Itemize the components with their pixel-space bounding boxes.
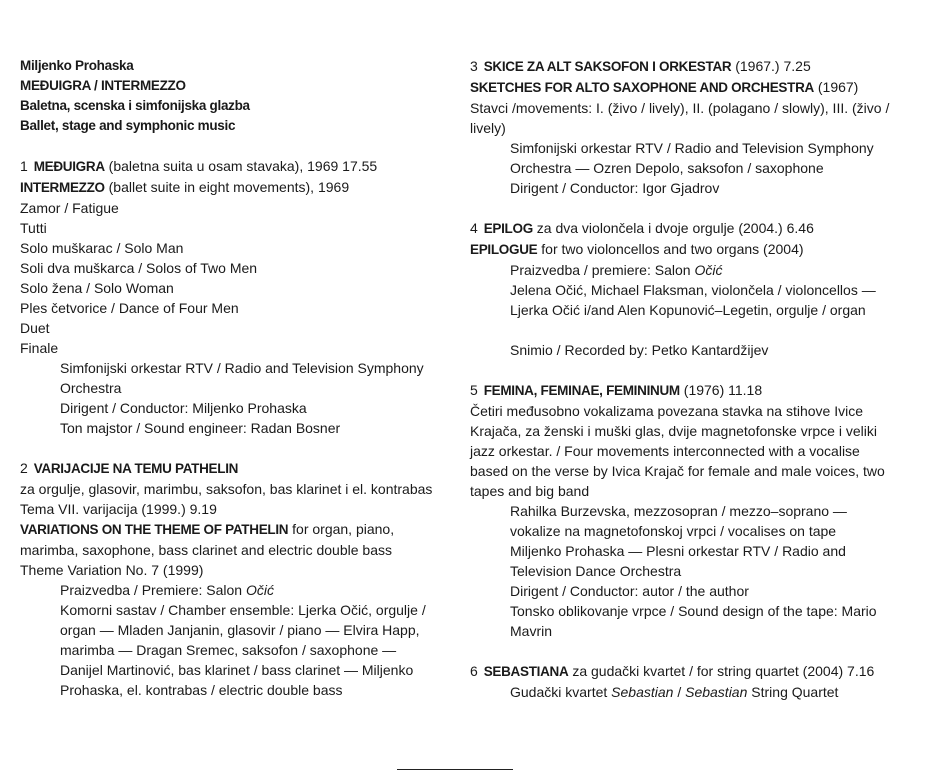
description-line: Četiri međusobno vokalizama povezana stavka na stihove Ivice	[470, 403, 863, 419]
premiere-venue: Očić	[245, 582, 274, 598]
movement: Tutti	[20, 220, 47, 236]
performer-name: Sebastian	[611, 684, 674, 700]
track-number: 6	[470, 663, 478, 679]
track-3-heading-en	[470, 77, 895, 98]
movement: Finale	[20, 340, 59, 356]
bottom-divider	[397, 769, 513, 770]
credit-line: Dirigent / Conductor: Miljenko Prohaska	[60, 400, 307, 416]
premiere-venue: Očić	[694, 262, 723, 278]
track-desc: for two violoncellos and two organs (2004)	[537, 241, 804, 257]
track-number: 4	[470, 220, 478, 236]
movement: Zamor / Fatigue	[20, 200, 119, 216]
track-title: SKICE ZA ALT SAKSOFON I ORKESTAR	[483, 59, 732, 74]
composer-name: Miljenko Prohaska	[20, 58, 134, 73]
track-desc: (1967.) 7.25	[731, 58, 811, 74]
movement: Ples četvorice / Dance of Four Men	[20, 300, 239, 316]
credit-line: Komorni sastav / Chamber ensemble: Ljerka Očić, orgulje /	[60, 602, 426, 618]
credit-line: Simfonijski orkestar RTV / Radio and Television Symphony	[510, 140, 874, 156]
track-desc: marimba, saxophone, bass clarinet and electric double bass	[20, 542, 392, 558]
movement: Soli dva muškarca / Solos of Two Men	[20, 260, 258, 276]
track-desc: (baletna suita u osam stavaka), 1969 17.55	[104, 158, 378, 174]
performer-line	[470, 682, 895, 702]
premiere-line	[20, 580, 445, 600]
credit-line: Danijel Martinović, bas klarinet / bass clarinet — Miljenko	[60, 662, 414, 678]
credit-line: Orchestra	[60, 380, 122, 396]
track-title: SEBASTIANA	[483, 664, 569, 679]
description-line: Krajača, za ženski i muški glas, dvije magnetofonske vrpce i veliki	[470, 423, 877, 439]
credit-line: Rahilka Burzevska, mezzosopran / mezzo–soprano —	[510, 503, 847, 519]
credit-line: Dirigent / Conductor: Igor Gjadrov	[510, 180, 720, 196]
track-desc: za dva violončela i dvoje orgulje (2004.) 6.46	[532, 220, 814, 236]
track-number: 1	[20, 158, 28, 174]
premiere-prefix: Praizvedba / Premiere: Salon	[60, 582, 246, 598]
track-desc: (1967)	[813, 79, 859, 95]
track-6-heading	[470, 661, 895, 682]
premiere-line	[470, 260, 895, 280]
track-desc: (1976) 11.18	[679, 382, 763, 398]
credit-line: Miljenko Prohaska — Plesni orkestar RTV / Radio and	[510, 543, 846, 559]
description-line: tapes and big band	[470, 483, 590, 499]
credit-line: Mavrin	[510, 623, 553, 639]
track-title: EPILOG	[483, 221, 533, 236]
track-desc: for organ, piano,	[288, 521, 395, 537]
track-5-heading	[470, 380, 895, 401]
credit-line: Jelena Očić, Michael Flaksman, violončela / violoncellos —	[510, 282, 876, 298]
track-number: 5	[470, 382, 478, 398]
track-title: FEMINA, FEMINAE, FEMININUM	[483, 383, 680, 398]
credit-line: Ljerka Očić i/and Alen Kopunović–Legetin, orgulje / organ	[510, 302, 866, 318]
track-title: EPILOGUE	[470, 242, 538, 257]
track-title: INTERMEZZO	[20, 180, 105, 195]
credit-line: organ — Mladen Janjanin, glasovir / piano — Elvira Happ,	[60, 622, 420, 638]
track-3-heading-hr	[470, 56, 895, 77]
right-column	[470, 56, 895, 702]
track-4-heading-en	[470, 239, 895, 260]
credit-line: Television Dance Orchestra	[510, 563, 682, 579]
track-desc: za gudački kvartet / for string quartet (2004) 7.16	[568, 663, 875, 679]
movement: Solo muškarac / Solo Man	[20, 240, 184, 256]
movement: Duet	[20, 320, 50, 336]
description-line: based on the verse by Ivica Krajač for female and male voices, two	[470, 463, 885, 479]
track-desc: Tema VII. varijacija (1999.) 9.19	[20, 501, 217, 517]
credit-line: Ton majstor / Sound engineer: Radan Bosner	[60, 420, 341, 436]
credit-line: Simfonijski orkestar RTV / Radio and Television Symphony	[60, 360, 424, 376]
track-4-heading-hr	[470, 218, 895, 239]
credit-line: Dirigent / Conductor: autor / the author	[510, 583, 749, 599]
credit-line: marimba — Dragan Sremec, saksofon / saxophone —	[60, 642, 397, 658]
track-number: 2	[20, 460, 28, 476]
subtitle-en: Ballet, stage and symphonic music	[20, 118, 236, 133]
credit-line: vokalize na magnetofonskoj vrpci / vocalises on tape	[510, 523, 837, 539]
left-column	[20, 56, 445, 700]
work-title: MEĐUIGRA / INTERMEZZO	[20, 78, 186, 93]
track-2-heading-hr	[20, 458, 445, 479]
recorded-by: Snimio / Recorded by: Petko Kantardžijev	[510, 342, 769, 358]
track-1-heading-hr	[20, 156, 445, 177]
subtitle-hr: Baletna, scenska i simfonijska glazba	[20, 98, 250, 113]
credit-line: Tonsko oblikovanje vrpce / Sound design of the tape: Mario	[510, 603, 877, 619]
description-line: jazz orkestar. / Four movements interconnected with a vocalise	[470, 443, 860, 459]
track-number: 3	[470, 58, 478, 74]
premiere-prefix: Praizvedba / premiere: Salon	[510, 262, 695, 278]
track-title: VARIJACIJE NA TEMU PATHELIN	[33, 461, 239, 476]
credit-line: Orchestra — Ozren Depolo, saksofon / saxophone	[510, 160, 824, 176]
track-desc: Theme Variation No. 7 (1999)	[20, 562, 204, 578]
movement: Solo žena / Solo Woman	[20, 280, 174, 296]
track-title: VARIATIONS ON THE THEME OF PATHELIN	[20, 522, 289, 537]
performer-suffix: String Quartet	[747, 684, 839, 700]
track-2-heading-en	[20, 519, 445, 540]
track-title: MEĐUIGRA	[33, 159, 105, 174]
track-desc: za orgulje, glasovir, marimbu, saksofon, bas klarinet i el. kontrabas	[20, 481, 433, 497]
credit-line: Prohaska, el. kontrabas / electric double bass	[60, 682, 343, 698]
track-1-heading-en	[20, 177, 445, 198]
performer-name: Sebastian	[685, 684, 748, 700]
track-desc: (ballet suite in eight movements), 1969	[104, 179, 350, 195]
performer-prefix: Gudački kvartet	[510, 684, 612, 700]
track-title: SKETCHES FOR ALTO SAXOPHONE AND ORCHESTRA	[470, 80, 814, 95]
performer-separator: /	[673, 684, 686, 700]
movements-line: Stavci /movements: I. (živo / lively), II. (polagano / slowly), III. (živo / lively)	[470, 100, 890, 136]
